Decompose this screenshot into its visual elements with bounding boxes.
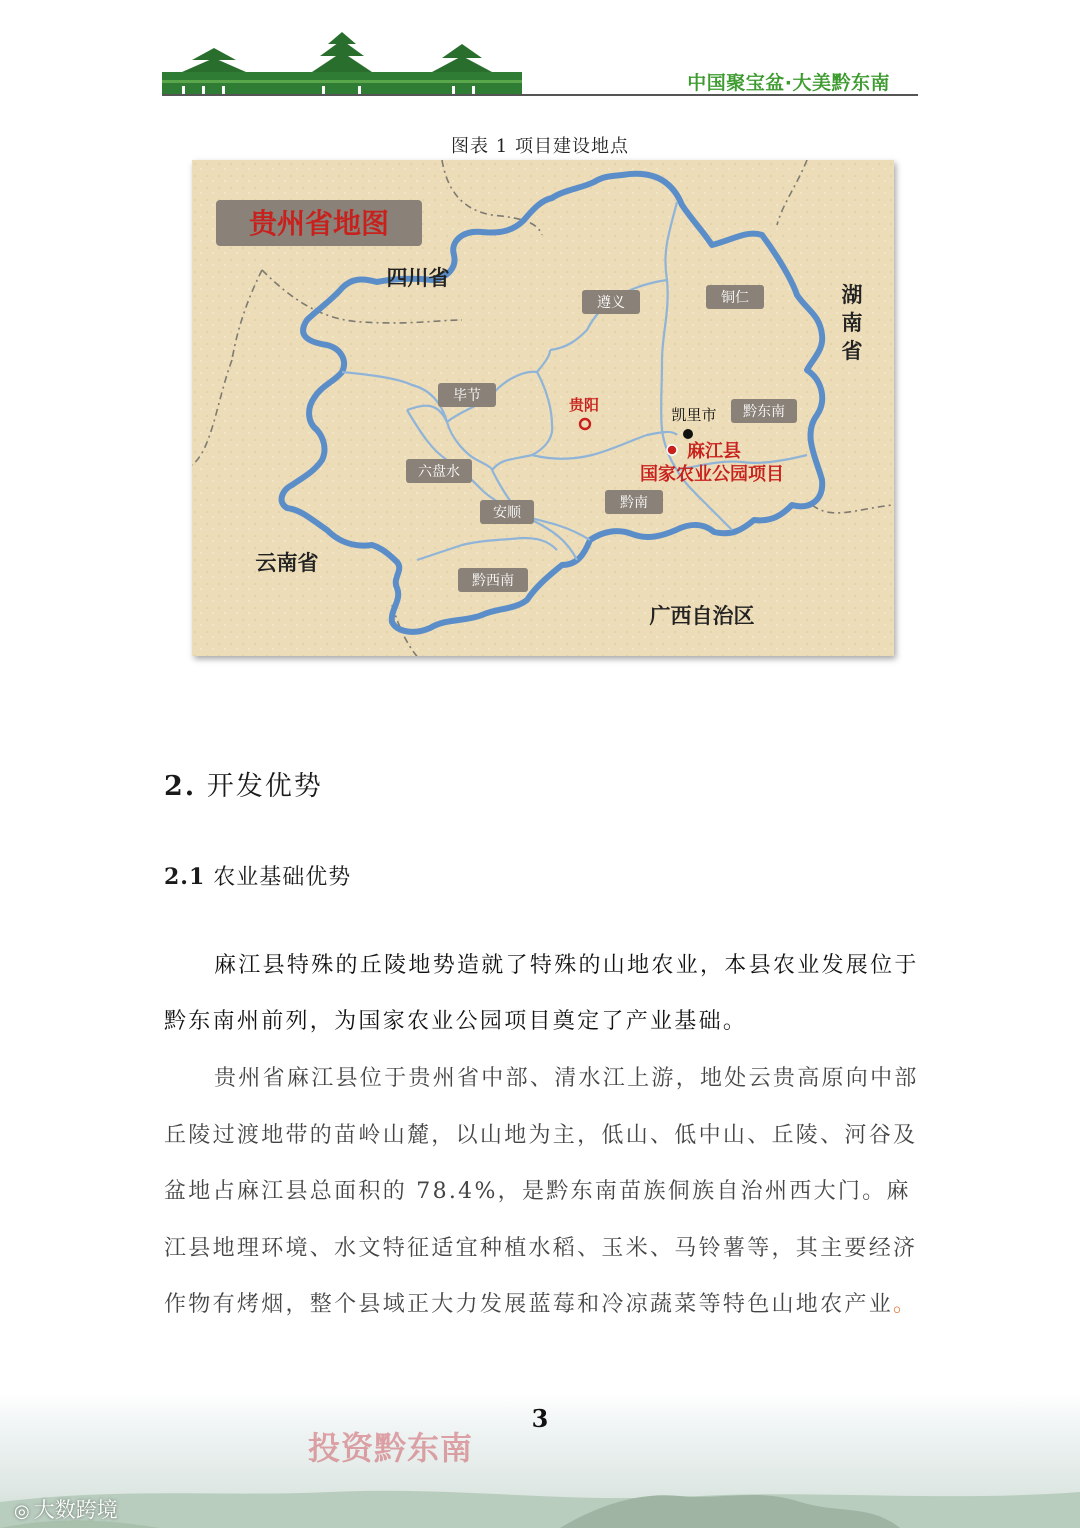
region-liupanshui: 六盘水	[418, 464, 460, 480]
watermark	[14, 1494, 118, 1524]
region-tongren: 铜仁	[721, 290, 749, 306]
region-zunyi: 遵义	[597, 295, 625, 311]
paragraph-detail-end: 。	[893, 1292, 918, 1318]
region-qiandongnan: 黔东南	[743, 404, 785, 420]
section-heading	[164, 764, 323, 803]
footer-brand-logo: 投资黔东南	[308, 1429, 474, 1467]
paragraph-detail-text: 贵州省麻江县位于贵州省中部、清水江上游，地处云贵高原向中部丘陵过渡地带的苗岭山麓，以山地为主，低山、低中山、丘陵、河谷及盆地占麻江县总面积的 78.4%，是黔东南苗族侗族自治州西大门。麻江县地理环境、水文特征适宜种植水稻、玉米、马铃薯等，其主要经济作物有烤烟，整个县域正大力发展蓝莓和冷凉蔬菜等特色山地农产业	[164, 1066, 919, 1318]
region-qianxinan: 黔西南	[472, 573, 514, 589]
page-number: 3	[531, 1404, 549, 1433]
section-title: 开发优势	[206, 771, 323, 802]
subsection-heading	[164, 860, 351, 891]
header-divider	[162, 94, 918, 96]
region-bijie: 毕节	[453, 388, 481, 404]
region-qiannan: 黔南	[620, 495, 648, 511]
label-guangxi: 广西自治区	[649, 604, 755, 628]
label-yunnan: 云南省	[255, 551, 319, 575]
project-line1: 麻江县	[687, 441, 741, 462]
subsection-number: 2.1	[164, 864, 206, 890]
label-hunan-2: 南	[841, 311, 863, 335]
label-sichuan: 四川省	[386, 266, 450, 290]
map-title: 贵州省地图	[248, 207, 390, 240]
label-hunan-1: 湖	[841, 283, 863, 307]
pavilion-banner-icon	[162, 30, 522, 96]
kaili-marker-icon	[683, 429, 693, 439]
subsection-title: 农业基础优势	[213, 865, 352, 890]
watermark-text: 大数跨境	[33, 1498, 118, 1522]
region-anshun: 安顺	[493, 505, 521, 521]
paragraph-detail	[164, 1051, 920, 1334]
figure-caption: 图表 1 项目建设地点	[451, 136, 629, 157]
paragraph-intro: 麻江县特殊的丘陵地势造就了特殊的山地农业，本县农业发展位于黔东南州前列，为国家农业公园项目奠定了产业基础。	[164, 953, 919, 1034]
guizhou-map	[192, 160, 894, 656]
project-line2: 国家农业公园项目	[640, 464, 784, 485]
city-kaili: 凯里市	[671, 406, 717, 424]
section-number: 2.	[164, 771, 197, 802]
page-header	[162, 30, 918, 100]
city-guiyang: 贵阳	[568, 396, 600, 414]
watermark-logo-icon: ◎	[14, 1501, 30, 1522]
project-marker-icon	[667, 445, 677, 455]
label-hunan-3: 省	[841, 339, 863, 363]
header-slogan: 中国聚宝盆·大美黔东南	[687, 72, 890, 94]
